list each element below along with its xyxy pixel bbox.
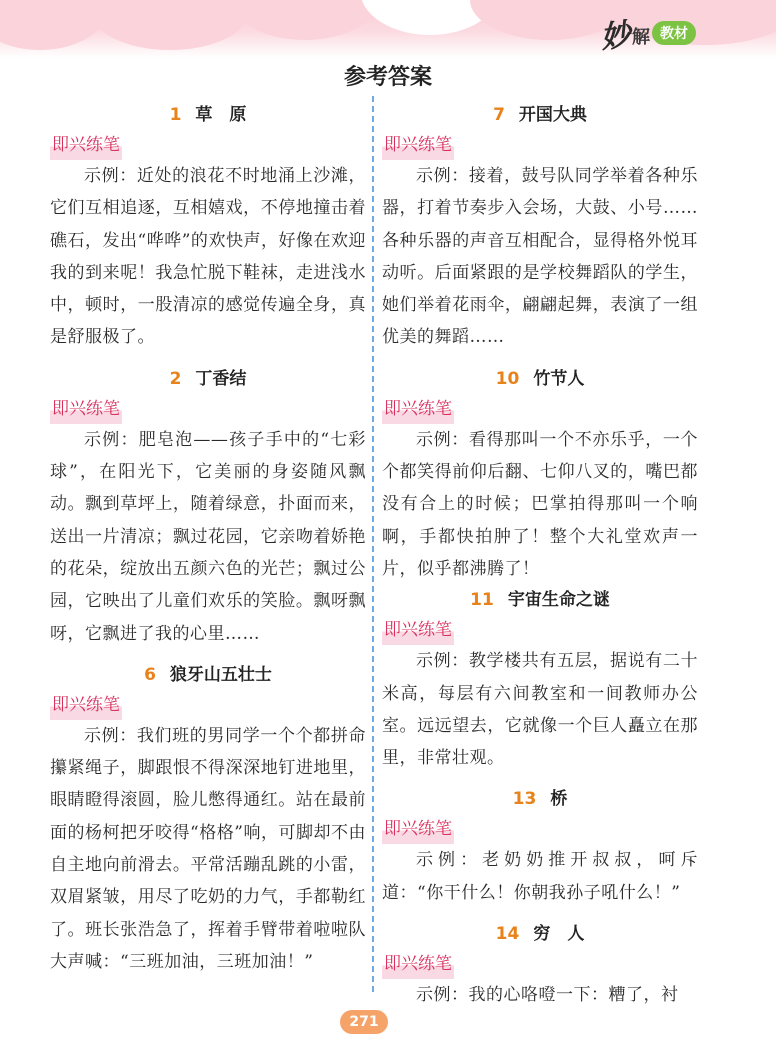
lesson-name: 草 原 <box>195 105 247 125</box>
lesson-title <box>50 100 366 130</box>
subhead: 即兴练笔 <box>382 814 454 844</box>
column-divider <box>372 96 374 992</box>
subhead: 即兴练笔 <box>382 130 454 160</box>
subhead: 即兴练笔 <box>50 394 122 424</box>
lesson-number: 7 <box>493 105 505 125</box>
lesson-name: 穷 人 <box>533 924 585 945</box>
lesson-number: 13 <box>512 789 537 810</box>
lesson-name: 桥 <box>550 789 568 810</box>
answer-text: 示例：老奶奶推开叔叔，呵斥道：“你干什么！你朝我孙子吼什么！” <box>382 850 698 903</box>
subhead: 即兴练笔 <box>50 130 122 160</box>
lesson-name: 竹节人 <box>533 368 585 389</box>
header-cloud <box>90 0 250 50</box>
lesson-number: 6 <box>144 664 156 685</box>
subhead: 即兴练笔 <box>382 394 454 424</box>
lesson-number: 2 <box>169 368 182 389</box>
answer-text: 示例：我的心咯噔一下：糟了，衬 <box>416 985 679 1006</box>
lesson-number: 14 <box>495 924 520 945</box>
lesson-title <box>382 364 698 394</box>
lesson-name: 开国大典 <box>518 105 587 125</box>
lesson-title <box>50 660 366 690</box>
page-title: 参考答案 <box>343 65 432 90</box>
logo-badge: 教材 <box>652 21 696 45</box>
answer-text: 示例：近处的浪花不时地涌上沙滩，它们互相追逐，互相嬉戏，不停地撞击着礁石，发出“哗哗”的欢快声，好像在欢迎我的到来呢！我急忙脱下鞋袜，走进浅水中，顿时，一股清凉的感觉传遍全身，真是舒服极了。 <box>50 166 366 348</box>
lesson-name: 狼牙山五壮士 <box>169 664 272 685</box>
answer-text: 示例：肥皂泡——孩子手中的“七彩球”，在阳光下，它美丽的身姿随风飘动。飘到草坪上，随着绿意，扑面而来，送出一片清凉；飘过花园，它亲吻着娇艳的花朵，绽放出五颜六色的光芒；飘过公园，它映出了儿童们欢乐的笑脸。飘呀飘呀，它飘进了我的心里…… <box>50 429 366 644</box>
lesson-number: 11 <box>470 590 494 611</box>
publisher-logo <box>598 16 696 56</box>
lesson-title <box>382 784 698 814</box>
page-number: 271 <box>340 1010 388 1034</box>
lesson-title <box>382 585 698 615</box>
lesson-name: 宇宙生命之谜 <box>507 590 610 611</box>
answer-text: 示例：看得那叫一个不亦乐乎，一个个都笑得前仰后翻、七仰八叉的，嘴巴都没有合上的时候；巴掌拍得那叫一个响啊，手都快拍肿了！整个大礼堂欢声一片，似乎都沸腾了！ <box>382 429 698 579</box>
lesson-number: 10 <box>495 368 520 389</box>
subhead: 即兴练笔 <box>50 690 122 720</box>
answer-text: 示例：接着，鼓号队同学举着各种乐器，打着节奏步入会场，大鼓、小号……各种乐器的声音互相配合，显得格外悦耳动听。后面紧跟的是学校舞蹈队的学生，她们举着花雨伞，翩翩起舞，表演了一组优美的舞蹈…… <box>382 166 698 348</box>
header-cloud <box>230 0 380 40</box>
logo-main: 妙 <box>598 17 633 56</box>
lesson-title <box>382 919 698 949</box>
answer-text: 示例：我们班的男同学一个个都拼命攥紧绳子，脚跟恨不得深深地钉进地里，眼睛瞪得滚圆，脸儿憋得通红。站在最前面的杨柯把牙咬得“格格”响，可脚却不由自主地向前滑去。平常活蹦乱跳的小雷，双眉紧皱，用尽了吃奶的力气，手都勒红了。班长张浩急了，挥着手臂带着啦啦队大声喊：“三班加油，三班加油！” <box>50 725 366 972</box>
lesson-name: 丁香结 <box>195 368 247 389</box>
lesson-number: 1 <box>169 105 182 125</box>
logo-jie: 解 <box>632 27 650 48</box>
lesson-title <box>50 364 366 394</box>
lesson-title <box>382 100 698 130</box>
answer-text: 示例：教学楼共有五层，据说有二十米高，每层有六间教室和一间教师办公室。远远望去，它就像一个巨人矗立在那里，非常壮观。 <box>382 651 698 769</box>
right-column <box>382 100 698 1011</box>
subhead: 即兴练笔 <box>382 615 454 645</box>
subhead: 即兴练笔 <box>382 949 454 979</box>
left-column <box>50 100 366 978</box>
